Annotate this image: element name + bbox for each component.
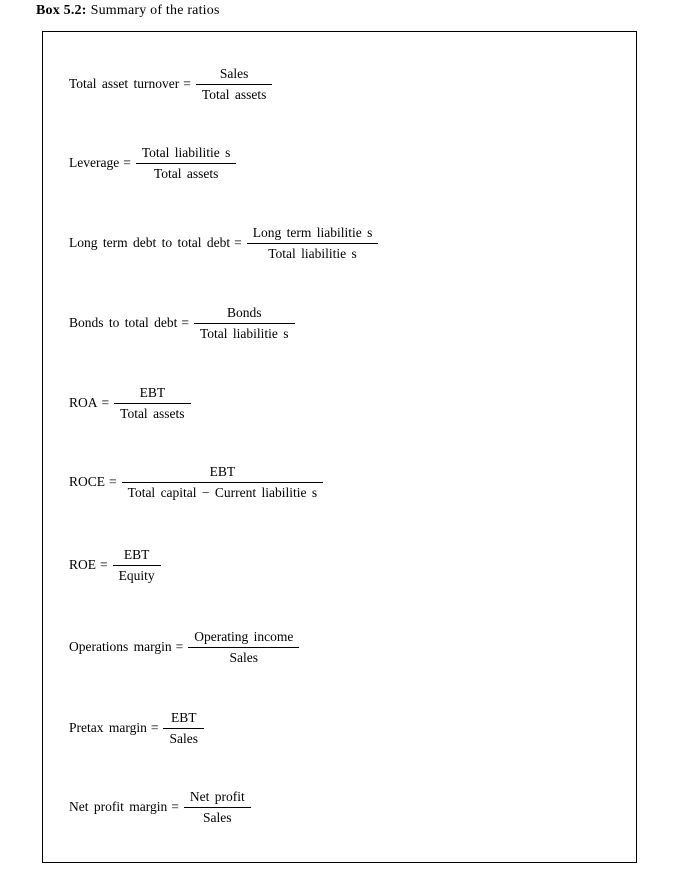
fraction-denominator: Total capital − Current liabilitie s	[127, 484, 318, 500]
formula-total-asset-turnover	[43, 44, 636, 124]
formula-net-profit-margin	[43, 767, 636, 847]
fraction-numerator: EBT	[122, 464, 324, 483]
box-number-label: Box 5.2:	[36, 3, 87, 18]
equals-sign: =	[109, 474, 117, 489]
formula-roce	[43, 442, 636, 522]
equals-sign: =	[181, 315, 189, 330]
fraction	[184, 789, 251, 826]
fraction	[114, 385, 190, 422]
equals-sign: =	[171, 799, 179, 814]
fraction-denominator: Total assets	[201, 86, 267, 102]
formula-label: Long term debt to total debt	[69, 235, 231, 250]
formula-label: Net profit margin	[69, 799, 168, 814]
equals-sign: =	[150, 720, 159, 735]
fraction-numerator: Bonds	[194, 305, 295, 324]
fraction-denominator: Sales	[203, 809, 232, 825]
formula-roe	[43, 525, 636, 605]
equals-sign: =	[101, 395, 110, 410]
fraction-numerator: Net profit	[184, 789, 251, 808]
equals-sign: =	[100, 557, 108, 572]
equals-sign: =	[183, 76, 191, 91]
fraction	[163, 710, 204, 747]
formula-label: Total asset turnover	[69, 76, 180, 91]
fraction	[188, 629, 299, 666]
fraction-denominator: Equity	[118, 567, 155, 583]
equals-sign: =	[175, 639, 184, 654]
fraction	[196, 66, 272, 103]
page-title	[36, 3, 220, 19]
fraction-denominator: Total assets	[120, 405, 185, 421]
fraction-denominator: Total liabilitie s	[268, 245, 357, 261]
box-title-text: Summary of the ratios	[90, 3, 220, 18]
formula-label: Leverage	[69, 155, 120, 170]
formula-label: Pretax margin	[69, 720, 147, 735]
fraction-numerator: Long term liabilitie s	[247, 225, 379, 244]
fraction	[247, 225, 379, 262]
fraction-numerator: Operating income	[188, 629, 299, 648]
fraction	[113, 547, 161, 584]
fraction-numerator: Total liabilitie s	[136, 145, 237, 164]
formula-leverage	[43, 123, 636, 203]
fraction-numerator: EBT	[113, 547, 161, 566]
equals-sign: =	[123, 155, 131, 170]
fraction	[194, 305, 295, 342]
fraction-denominator: Total assets	[153, 165, 219, 181]
formula-long-term-debt-to-total-debt	[43, 203, 636, 283]
formula-label: Bonds to total debt	[69, 315, 178, 330]
fraction	[136, 145, 237, 182]
fraction-numerator: EBT	[163, 710, 204, 729]
fraction-numerator: Sales	[196, 66, 272, 85]
fraction-denominator: Sales	[229, 649, 259, 665]
formula-bonds-to-total-debt	[43, 283, 636, 363]
fraction-numerator: EBT	[114, 385, 190, 404]
ratios-summary-box	[42, 31, 637, 863]
formula-pretax-margin	[43, 688, 636, 768]
formula-label: Operations margin	[69, 639, 172, 654]
formula-operations-margin	[43, 607, 636, 687]
fraction	[122, 464, 324, 501]
formula-label: ROE	[69, 557, 96, 572]
equals-sign: =	[234, 235, 242, 250]
formula-roa	[43, 363, 636, 443]
formula-label: ROA	[69, 395, 98, 410]
formula-label: ROCE	[69, 474, 106, 489]
fraction-denominator: Sales	[169, 730, 198, 746]
fraction-denominator: Total liabilitie s	[200, 325, 289, 341]
